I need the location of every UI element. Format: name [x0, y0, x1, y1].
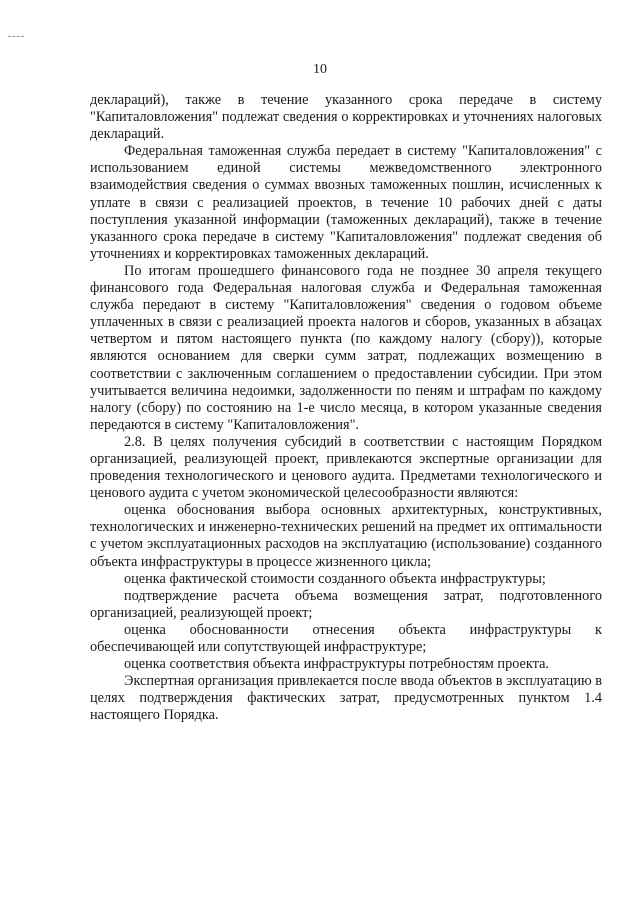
- paragraph-customs-service: Федеральная таможенная служба передает в систему "Капиталовложения" с использованием единой системы межведомственного электронного взаимодействия сведения о суммах ввозных таможенных пошлин, исчисленных к уплате в связи с реализацией проектов, в течение 10 рабочих дней с даты поступления указанной информации (таможенных деклараций), также в течение указанного срока передаче в систему "Капиталовложения" подлежат сведения об уточнениях и корректировках таможенных деклараций.: [90, 143, 602, 262]
- list-item-infrastructure-classification: оценка обоснованности отнесения объекта инфраструктуры к обеспечивающей или сопутствующей инфраструктуре;: [90, 621, 602, 655]
- page-number: 10: [313, 62, 327, 77]
- scan-edge-mark: [8, 36, 24, 37]
- paragraph-expert-organization: Экспертная организация привлекается после ввода объектов в эксплуатацию в целях подтверждения фактических затрат, предусмотренных пунктом 1.4 настоящего Порядка.: [90, 673, 602, 724]
- list-item-design-assessment: оценка обоснования выбора основных архитектурных, конструктивных, технологических и инженерно-технических решений на предмет их оптимальности с учетом эксплуатационных расходов на эксплуатацию (использование) созданного объекта инфраструктуры в процессе жизненного цикла;: [90, 502, 602, 570]
- list-item-reimbursement-calculation: подтверждение расчета объема возмещения затрат, подготовленного организацией, реализующей проект;: [90, 587, 602, 621]
- document-body: [90, 92, 602, 724]
- paragraph-continuation: деклараций), также в течение указанного срока передаче в систему "Капиталовложения" подлежат сведения о корректировках и уточнениях налоговых деклараций.: [90, 92, 602, 143]
- paragraph-section-2-8: 2.8. В целях получения субсидий в соответствии с настоящим Порядком организацией, реализующей проект, привлекаются экспертные организации для проведения технологического и ценового аудита. Предметами технологического и ценового аудита с учетом экономической целесообразности являются:: [90, 433, 602, 502]
- paragraph-annual-results: По итогам прошедшего финансового года не позднее 30 апреля текущего финансового года Федеральная налоговая служба и Федеральная таможенная служба передают в систему "Капиталовложения" сведения о годовом объеме уплаченных в связи с реализацией проекта налогов и сборов, указанных в абзацах четвертом и пятом настоящего пункта (по каждому налогу (сбору)), которые являются основанием для сверки сумм затрат, подлежащих возмещению в соответствии с заключенным соглашением о предоставлении субсидии. При этом учитывается величина недоимки, задолженности по пеням и штрафам по каждому налогу (сбору) по состоянию на 1-е число месяца, в котором указанные сведения передаются в систему "Капиталовложения".: [90, 262, 602, 433]
- list-item-project-needs: оценка соответствия объекта инфраструктуры потребностям проекта.: [124, 656, 549, 673]
- list-item-actual-cost: оценка фактической стоимости созданного объекта инфраструктуры;: [124, 570, 546, 587]
